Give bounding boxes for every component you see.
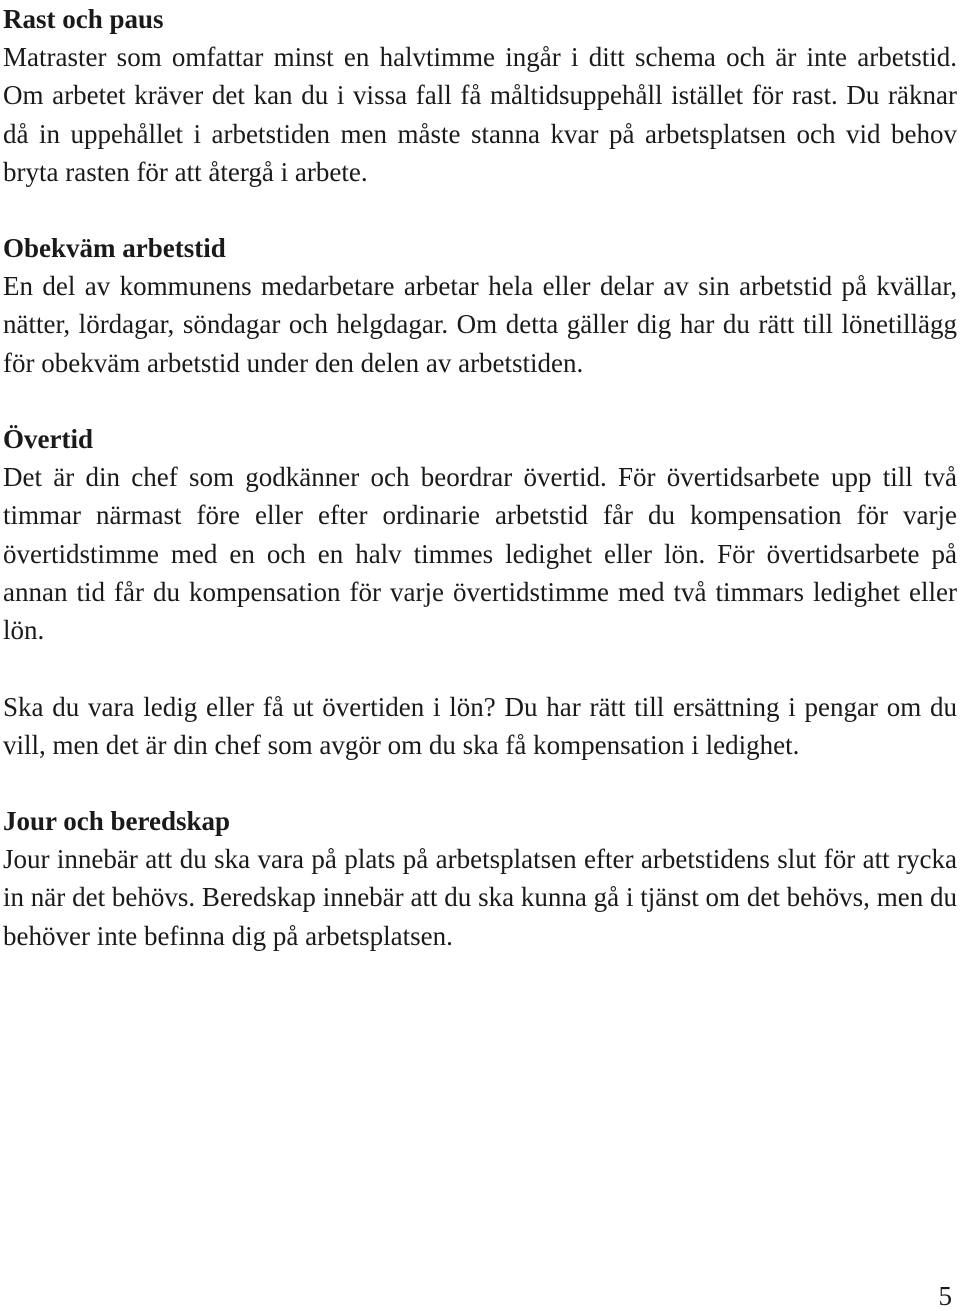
section-heading: Övertid	[3, 424, 93, 455]
document-page	[3, 0, 957, 955]
section-heading: Jour och beredskap	[3, 806, 231, 837]
section-paragraph: En del av kommunens medarbetare arbetar hela eller delar av sin arbetstid på kvällar, nätter, lördagar, söndagar och helgdagar. Om detta gäller dig har du rätt till lönetillägg för obekväm arbetstid under den delen av arbetstiden.	[3, 271, 957, 378]
paragraph-spacer	[3, 650, 957, 688]
section-rast-och-paus	[3, 0, 957, 191]
section-spacer	[3, 764, 957, 802]
page-number: 5	[938, 1281, 952, 1311]
section-heading: Obekväm arbetstid	[3, 233, 226, 264]
section-overtid	[3, 420, 957, 764]
section-obekvam-arbetstid	[3, 229, 957, 382]
section-paragraph: Jour innebär att du ska vara på plats på arbetsplatsen efter arbetstidens slut för att rycka in när det behövs. Beredskap innebär att du ska kunna gå i tjänst om det behövs, men du behöver inte befinna dig på arbetsplatsen.	[3, 844, 957, 951]
section-spacer	[3, 382, 957, 420]
section-heading: Rast och paus	[3, 4, 164, 34]
section-paragraph: Det är din chef som godkänner och beordrar övertid. För övertidsarbete upp till två timmar närmast före eller efter ordinarie arbetstid får du kompensation för varje övertidstimme med en och en halv timmes ledighet eller lön. För övertidsarbete på annan tid får du kompensation för varje övertidstimme med två timmars ledighet eller lön.	[3, 462, 957, 646]
section-spacer	[3, 191, 957, 229]
section-paragraph: Matraster som omfattar minst en halvtimme ingår i ditt schema och är inte arbetstid. Om arbetet kräver det kan du i vissa fall få måltidsuppehåll istället för rast. Du räknar då in uppehållet i arbetstiden men måste stanna kvar på arbetsplatsen och vid behov bryta rasten för att återgå i arbete.	[3, 42, 957, 187]
section-paragraph: Ska du vara ledig eller få ut övertiden i lön? Du har rätt till ersättning i pengar om du vill, men det är din chef som avgör om du ska få kompensation i ledighet.	[3, 691, 957, 760]
section-jour-och-beredskap	[3, 802, 957, 955]
